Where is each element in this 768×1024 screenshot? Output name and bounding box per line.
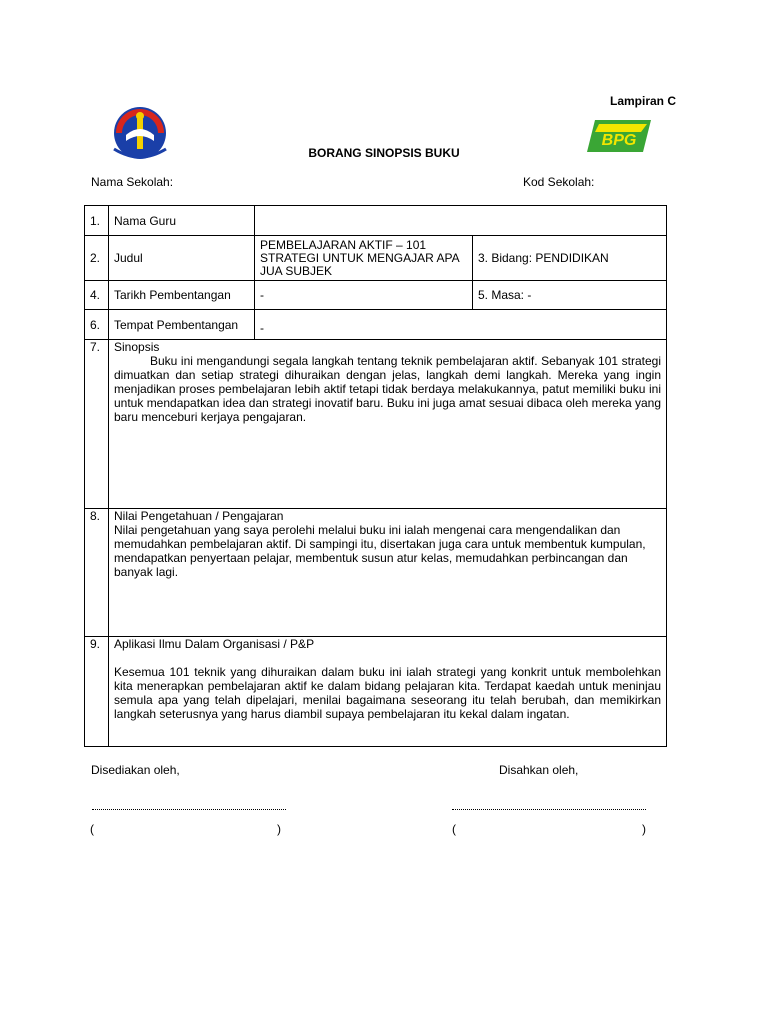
presentation-date-label: Tarikh Pembentangan [109,281,255,310]
row-number: 2. [85,236,109,281]
synopsis-label: Sinopsis [114,340,160,354]
row-presentation-place [85,310,667,340]
form-title-text: BORANG SINOPSIS BUKU [308,146,460,160]
presentation-place-label: Tempat Pembentangan [109,310,255,340]
knowledge-value-label: Nilai Pengetahuan / Pengajaran [114,509,284,523]
school-name-label: Nama Sekolah: [91,175,174,189]
row-number: 4. [85,281,109,310]
row-number: 6. [85,310,109,340]
presentation-time[interactable]: 5. Masa: - [473,281,667,310]
synopsis-text[interactable]: Buku ini mengandungi segala langkah tentang teknik pembelajaran aktif. Sebanyak 101 strategi dimuatkan dan setiap strategi dihuraikan dengan jelas, langkah demi langkah. Mereka yang ingin menjadikan proses pembelajaran lebih aktif tetapi tidak berdaya melakukannya, patut memiliki buku ini untuk mendapatkan idea dan strategi inovatif baru. Buku ini juga amat sesuai dibaca oleh mereka yang baru menceburi kerjaya pengajaran. [114,354,662,424]
row-application [85,637,667,747]
row-number: 1. [85,206,109,236]
presentation-date-value[interactable]: - [255,281,473,310]
approver-name-open-paren: ( [452,822,456,836]
presentation-place-value[interactable]: - [255,310,667,340]
approver-name-close-paren: ) [642,822,646,836]
row-number: 7. [85,340,109,509]
approved-by-label: Disahkan oleh, [499,763,579,777]
application-label: Aplikasi Ilmu Dalam Organisasi / P&P [114,637,315,651]
preparer-name-open-paren: ( [90,822,94,836]
knowledge-value-text[interactable]: Nilai pengetahuan yang saya perolehi melalui buku ini ialah mengenai cara mengendalikan dan memudahkan pembelajaran aktif. Di sampingi itu, disertakan juga cara untuk membentuk kumpulan, mendapatkan penyertaan pelajar, membentuk susun atur kelas, memudahkan perbincangan dan banyak lagi. [114,523,646,579]
field-of-study[interactable]: 3. Bidang: PENDIDIKAN [473,236,667,281]
knowledge-value-cell [109,509,667,637]
approver-signature-line[interactable] [452,809,646,810]
preparer-name-close-paren: ) [277,822,281,836]
row-number: 9. [85,637,109,747]
school-code-label: Kod Sekolah: [523,175,595,189]
attachment-label: Lampiran C [610,94,677,108]
synopsis-form-table [84,205,667,747]
synopsis-cell [109,340,667,509]
row-synopsis [85,340,667,509]
bpg-logo-text: BPG [601,132,637,149]
row-number: 8. [85,509,109,637]
preparer-signature-line[interactable] [92,809,286,810]
title-label: Judul [109,236,255,281]
application-text[interactable]: Kesemua 101 teknik yang dihuraikan dalam buku ini ialah strategi yang konkrit untuk membolehkan kita menerapkan pembelajaran aktif ke dalam bidang pelajaran kita. Terdapat kaedah untuk meninjau semula apa yang telah dipelajari, menilai bagaimana seseorang itu telah berubah, dan memikirkan langkah seterusnya yang harus diambil supaya pembelajaran itu kekal dalam ingatan. [114,665,661,721]
row-presentation-date [85,281,667,310]
teacher-name-field[interactable] [255,206,667,236]
title-value[interactable]: PEMBELAJARAN AKTIF – 101 STRATEGI UNTUK MENGAJAR APA JUA SUBJEK [255,236,473,281]
form-title [0,146,768,160]
row-knowledge-value [85,509,667,637]
application-cell [109,637,667,747]
prepared-by-label: Disediakan oleh, [91,763,180,777]
row-title [85,236,667,281]
teacher-name-label: Nama Guru [109,206,255,236]
row-teacher-name [85,206,667,236]
